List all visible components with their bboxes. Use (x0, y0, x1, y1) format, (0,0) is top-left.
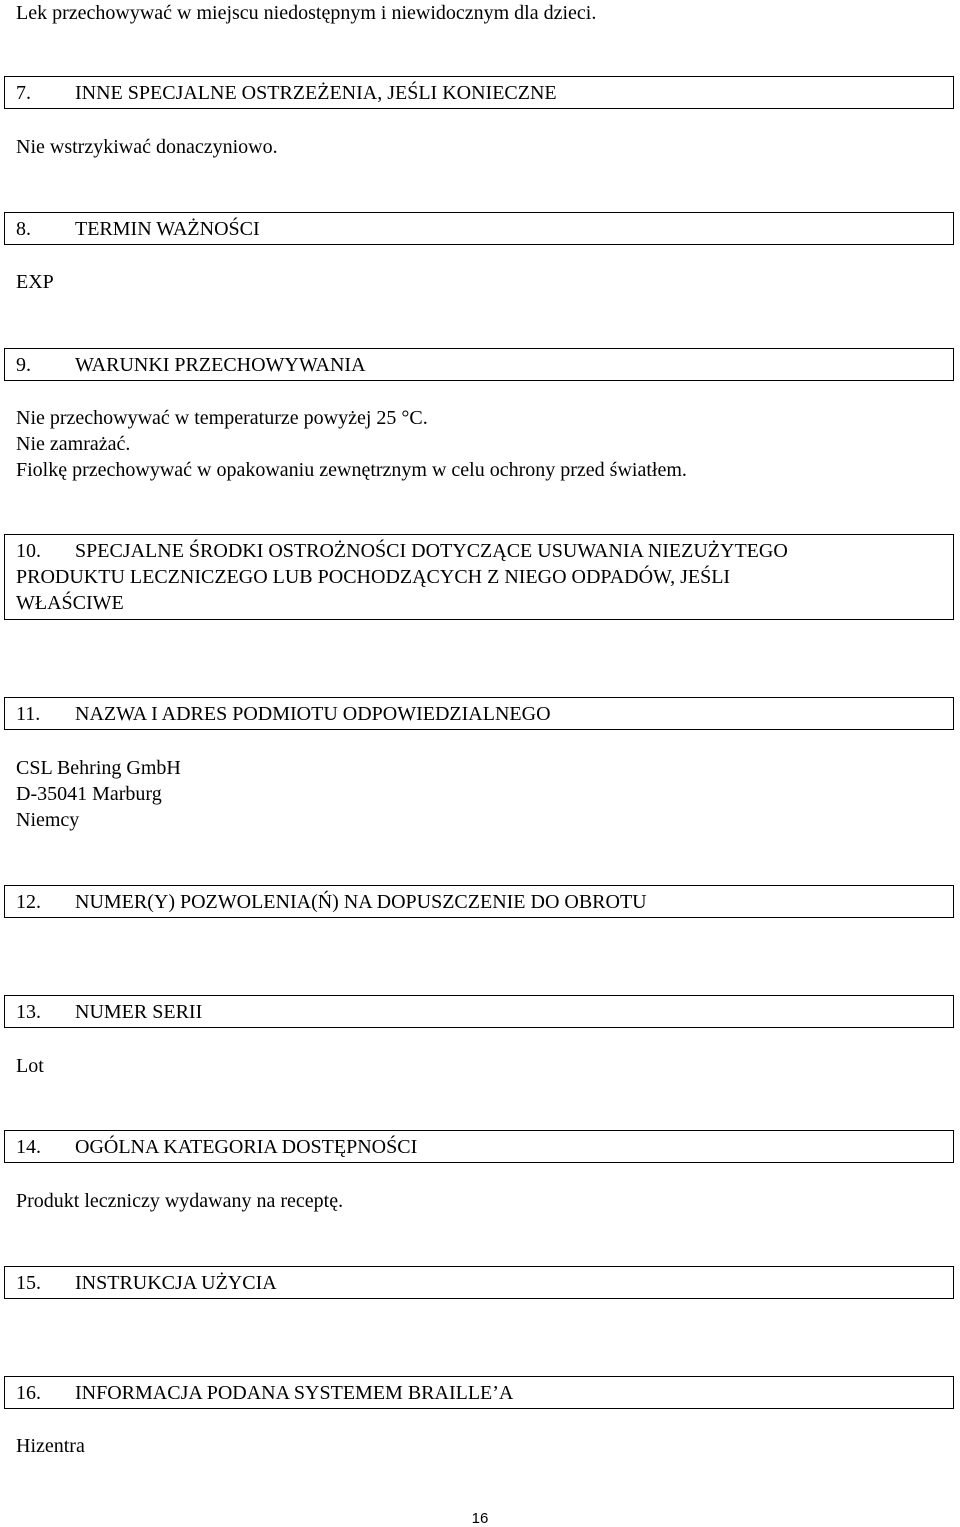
section-12-header (4, 885, 954, 918)
storage-note: Lek przechowywać w miejscu niedostępnym i niewidocznym dla dzieci. (16, 2, 597, 24)
section-number: 9. (16, 354, 31, 376)
section-11-text-3: Niemcy (16, 809, 80, 831)
section-number: 11. (16, 703, 41, 725)
section-7-text: Nie wstrzykiwać donaczyniowo. (16, 136, 278, 158)
section-title: INFORMACJA PODANA SYSTEMEM BRAILLE’A (75, 1382, 514, 1404)
section-number: 14. (16, 1136, 41, 1158)
section-title: NUMER(Y) POZWOLENIA(Ń) NA DOPUSZCZENIE DO OBROTU (75, 891, 647, 913)
section-9-text-1: Nie przechowywać w temperaturze powyżej 25 °C. (16, 407, 428, 429)
section-title-line-3: WŁAŚCIWE (16, 592, 124, 614)
section-number: 8. (16, 218, 31, 240)
section-title-line-1: SPECJALNE ŚRODKI OSTROŻNOŚCI DOTYCZĄCE USUWANIA NIEZUŻYTEGO (75, 540, 788, 562)
section-8-header (4, 212, 954, 245)
section-title: TERMIN WAŻNOŚCI (75, 218, 260, 240)
section-number: 13. (16, 1001, 41, 1023)
section-number: 15. (16, 1272, 41, 1294)
section-11-text-2: D-35041 Marburg (16, 783, 162, 805)
section-title (75, 538, 945, 564)
section-title: WARUNKI PRZECHOWYWANIA (75, 354, 366, 376)
section-number: 16. (16, 1382, 41, 1404)
section-9-header (4, 348, 954, 381)
section-13-header (4, 995, 954, 1028)
section-title: INSTRUKCJA UŻYCIA (75, 1272, 277, 1294)
section-7-header (4, 76, 954, 109)
section-title: NUMER SERII (75, 1001, 203, 1023)
section-8-text: EXP (16, 271, 54, 293)
section-14-text: Produkt leczniczy wydawany na receptę. (16, 1190, 344, 1212)
section-16-header (4, 1376, 954, 1409)
section-title-line-2: PRODUKTU LECZNICZEGO LUB POCHODZĄCYCH Z NIEGO ODPADÓW, JEŚLI (16, 566, 731, 588)
section-number: 12. (16, 891, 41, 913)
section-title: NAZWA I ADRES PODMIOTU ODPOWIEDZIALNEGO (75, 703, 551, 725)
section-14-header (4, 1130, 954, 1163)
section-9-text-2: Nie zamrażać. (16, 433, 131, 455)
section-15-header (4, 1266, 954, 1299)
section-11-text-1: CSL Behring GmbH (16, 757, 181, 779)
page-number: 16 (471, 1510, 489, 1527)
section-number: 10. (16, 540, 41, 562)
section-13-text: Lot (16, 1055, 44, 1077)
section-10-header (4, 534, 954, 620)
section-9-text-3: Fiolkę przechowywać w opakowaniu zewnętrznym w celu ochrony przed światłem. (16, 459, 687, 481)
section-title: INNE SPECJALNE OSTRZEŻENIA, JEŚLI KONIECZNE (75, 82, 557, 104)
section-11-header (4, 697, 954, 730)
section-16-text: Hizentra (16, 1435, 85, 1457)
section-number: 7. (16, 82, 31, 104)
section-title: OGÓLNA KATEGORIA DOSTĘPNOŚCI (75, 1136, 418, 1158)
